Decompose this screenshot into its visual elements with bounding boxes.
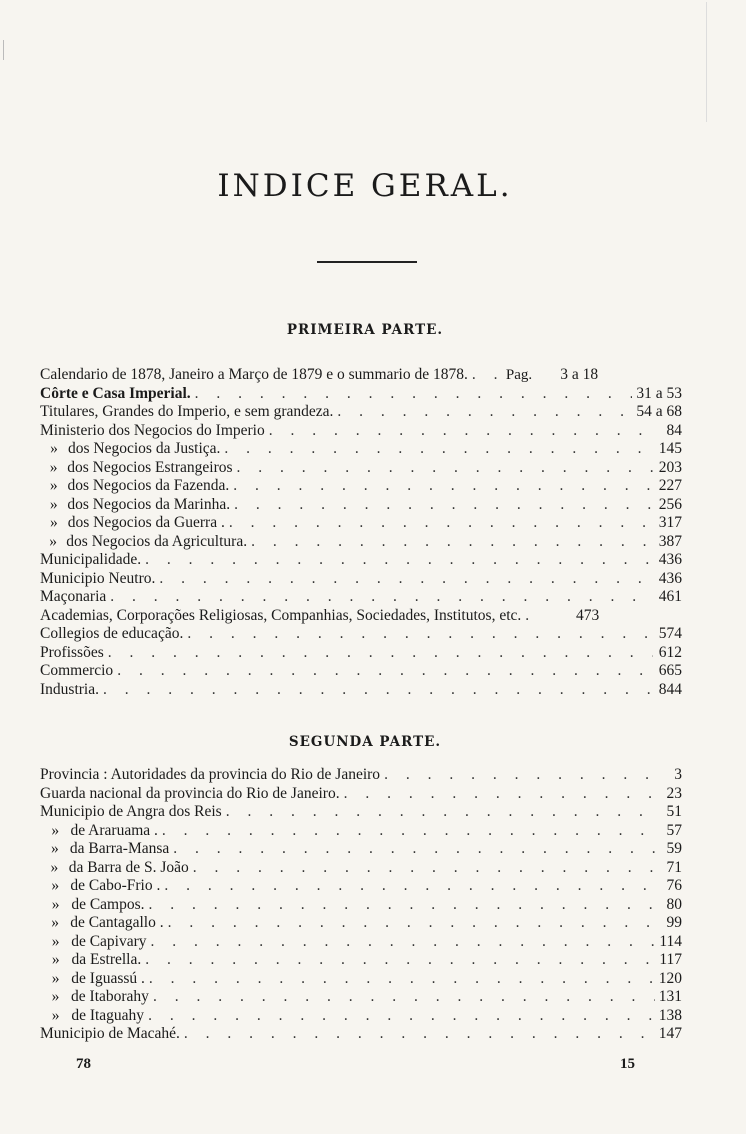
toc-row bbox=[40, 422, 682, 441]
toc-entry-page: 138 bbox=[658, 1006, 682, 1024]
toc-entry-label: de Capivary bbox=[71, 932, 147, 950]
toc-entry-label: dos Negocios da Agricultura. bbox=[66, 532, 248, 550]
ditto-mark: » bbox=[51, 1006, 60, 1024]
toc-entry-label: Calendario de 1878, Janeiro a Março de 1879 e o summario de 1878. bbox=[40, 366, 468, 383]
toc-row bbox=[40, 625, 682, 644]
ditto-mark: » bbox=[50, 858, 59, 876]
toc-entry-label: Titulares, Grandes do Imperio, e sem grandeza. bbox=[40, 403, 334, 420]
toc-row bbox=[40, 988, 682, 1007]
title-divider bbox=[317, 261, 417, 263]
toc-row bbox=[40, 533, 682, 552]
scan-artifact bbox=[706, 2, 707, 122]
toc-entry-label: Profissões bbox=[40, 643, 104, 661]
toc-row bbox=[40, 570, 682, 589]
toc-entry-page: 59 bbox=[666, 840, 682, 857]
toc-entry-label: Municipio de Angra dos Reis bbox=[40, 803, 222, 820]
toc-entry-page: 461 bbox=[658, 588, 682, 605]
toc-row bbox=[40, 933, 682, 952]
toc-entry-label: de Araruama . bbox=[70, 821, 158, 839]
ditto-mark: » bbox=[51, 914, 59, 931]
toc-entry-page: 76 bbox=[666, 877, 682, 894]
leader-dots bbox=[148, 1007, 655, 1026]
page-number: 15 bbox=[620, 1056, 635, 1072]
toc-entry-label: Commercio bbox=[40, 662, 114, 679]
leader-dots bbox=[117, 662, 653, 681]
leader-dots bbox=[251, 533, 655, 552]
leader-dots bbox=[108, 644, 653, 663]
leader-dots bbox=[193, 859, 657, 878]
ditto-mark: » bbox=[51, 988, 60, 1005]
toc-entry-page: 99 bbox=[666, 914, 682, 931]
toc-row bbox=[40, 1025, 682, 1044]
toc-row bbox=[40, 970, 682, 989]
toc-row bbox=[40, 440, 682, 459]
toc-entry-label: da Barra de S. João bbox=[68, 858, 189, 876]
ditto-mark: » bbox=[49, 495, 58, 513]
leader-dots bbox=[384, 766, 665, 785]
toc-entry-label: de Itaguahy bbox=[71, 1006, 145, 1024]
leader-dots bbox=[234, 496, 655, 515]
ditto-mark: » bbox=[51, 821, 60, 839]
leader-dots bbox=[187, 625, 654, 644]
toc-row bbox=[40, 681, 682, 700]
leader-dots bbox=[153, 988, 655, 1007]
toc-entry-label: de Campos. bbox=[71, 895, 145, 913]
leader-dots bbox=[162, 822, 656, 841]
leader-dots bbox=[525, 607, 539, 626]
leader-dots bbox=[226, 803, 659, 822]
toc-row bbox=[40, 551, 682, 570]
leader-dots bbox=[344, 785, 663, 804]
toc-row bbox=[40, 366, 682, 385]
toc-entry-label: Industria. bbox=[40, 680, 99, 698]
toc-entry-label: Academias, Corporações Religiosas, Companhias, Sociedades, Institutos, etc. bbox=[40, 606, 522, 624]
toc-row bbox=[40, 840, 682, 859]
leader-dots bbox=[145, 951, 655, 970]
toc-entry-label: dos Negocios Estrangeiros bbox=[67, 458, 233, 476]
ditto-mark: » bbox=[49, 477, 58, 494]
toc-entry-label: Côrte e Casa Imperial. bbox=[40, 384, 191, 402]
toc-entry-label: de Cantagallo . bbox=[70, 914, 164, 931]
toc-segunda-parte bbox=[40, 766, 682, 1044]
leader-dots bbox=[164, 877, 655, 896]
toc-entry-label: da Estrella. bbox=[71, 951, 142, 968]
ditto-mark: » bbox=[51, 877, 60, 894]
toc-entry-label: de Itaborahy bbox=[71, 988, 149, 1005]
scan-artifact bbox=[3, 40, 4, 60]
leader-dots bbox=[472, 366, 502, 385]
toc-entry-page: 145 bbox=[658, 440, 682, 457]
toc-entry-page: 57 bbox=[666, 821, 683, 839]
toc-entry-label: de Cabo-Frio . bbox=[70, 877, 161, 894]
ditto-mark: » bbox=[49, 514, 58, 531]
leader-dots bbox=[110, 588, 653, 607]
leader-dots bbox=[229, 514, 655, 533]
toc-row bbox=[40, 859, 682, 878]
toc-entry-page: 131 bbox=[658, 988, 682, 1005]
toc-row bbox=[40, 607, 682, 626]
toc-entry-page: 54 a 68 bbox=[636, 403, 682, 420]
toc-entry-page: 31 a 53 bbox=[636, 384, 682, 402]
toc-entry-page: 117 bbox=[659, 951, 682, 968]
toc-row bbox=[40, 662, 682, 681]
toc-entry-page: 84 bbox=[666, 421, 682, 439]
toc-entry-page: 256 bbox=[658, 495, 682, 513]
toc-row bbox=[40, 914, 682, 933]
toc-entry-page: 387 bbox=[658, 532, 682, 550]
toc-entry-label: Municipio Neutro. bbox=[40, 569, 156, 587]
toc-row bbox=[40, 496, 682, 515]
ditto-mark: » bbox=[51, 895, 60, 913]
toc-entry-page: 120 bbox=[658, 969, 682, 987]
toc-row bbox=[40, 514, 682, 533]
leader-dots bbox=[151, 933, 655, 952]
leader-dots bbox=[237, 459, 655, 478]
toc-entry-page: 612 bbox=[658, 643, 682, 661]
toc-entry-page: 3 a 18 bbox=[560, 366, 599, 383]
toc-entry-page: 51 bbox=[666, 803, 682, 820]
ditto-mark: » bbox=[50, 440, 58, 457]
toc-entry-page: 80 bbox=[666, 895, 682, 913]
leader-dots bbox=[337, 403, 632, 422]
toc-entry-label: Guarda nacional da provincia do Rio de Janeiro. bbox=[40, 784, 340, 802]
toc-row bbox=[40, 1007, 682, 1026]
ditto-mark: » bbox=[51, 969, 60, 987]
toc-entry-label: de Iguassú . bbox=[71, 969, 145, 987]
leader-dots bbox=[159, 570, 654, 589]
part-heading-segunda: SEGUNDA PARTE. bbox=[288, 734, 442, 750]
toc-entry-page: 227 bbox=[658, 477, 682, 494]
ditto-mark: » bbox=[51, 932, 60, 950]
toc-row bbox=[40, 477, 682, 496]
leader-dots bbox=[149, 970, 655, 989]
leader-dots bbox=[269, 422, 660, 441]
toc-entry-page: 436 bbox=[658, 569, 682, 587]
toc-entry-page: 665 bbox=[658, 662, 682, 679]
toc-entry-label: Municipalidade. bbox=[40, 551, 142, 568]
toc-row bbox=[40, 644, 682, 663]
toc-entry-label: dos Negocios da Fazenda. bbox=[67, 477, 230, 494]
leader-dots bbox=[195, 385, 633, 404]
pag-label: Pag. bbox=[505, 367, 533, 383]
toc-row bbox=[40, 766, 682, 785]
part-heading-primeira: PRIMEIRA PARTE. bbox=[286, 322, 444, 338]
toc-row bbox=[40, 822, 682, 841]
toc-entry-label: Ministerio dos Negocios do Imperio bbox=[40, 421, 265, 439]
leader-dots bbox=[173, 840, 656, 859]
toc-entry-page: 23 bbox=[666, 784, 682, 802]
toc-row bbox=[40, 785, 682, 804]
ditto-mark: » bbox=[51, 951, 60, 968]
leader-dots bbox=[224, 440, 654, 459]
leader-dots bbox=[103, 681, 653, 700]
toc-entry-label: Collegios de educação. bbox=[40, 625, 184, 642]
ditto-mark: » bbox=[51, 840, 59, 857]
toc-row bbox=[40, 385, 682, 404]
toc-entry-label: da Barra-Mansa bbox=[69, 840, 170, 857]
toc-entry-page: 574 bbox=[658, 625, 682, 642]
toc-row bbox=[40, 877, 682, 896]
toc-primeira-parte bbox=[40, 366, 682, 699]
toc-entry-page: 317 bbox=[658, 514, 682, 531]
toc-row bbox=[40, 459, 682, 478]
ditto-mark: » bbox=[49, 532, 58, 550]
toc-entry-page: 436 bbox=[658, 551, 682, 568]
toc-row bbox=[40, 803, 682, 822]
toc-row bbox=[40, 588, 682, 607]
leader-dots bbox=[149, 896, 655, 915]
leader-dots bbox=[168, 914, 656, 933]
toc-entry-label: dos Negocios da Justiça. bbox=[68, 440, 221, 457]
leader-dots bbox=[233, 477, 654, 496]
toc-entry-page: 203 bbox=[658, 458, 682, 476]
toc-entry-label: dos Negocios da Marinha. bbox=[67, 495, 231, 513]
toc-entry-page: 147 bbox=[658, 1025, 682, 1042]
toc-entry-label: dos Negocios da Guerra . bbox=[67, 514, 225, 531]
toc-row bbox=[40, 951, 682, 970]
toc-entry-label: Municipio de Macahé. bbox=[40, 1025, 180, 1042]
page-title: INDICE GERAL. bbox=[217, 168, 513, 204]
toc-entry-page: 71 bbox=[666, 858, 682, 876]
toc-entry-page: 3 bbox=[674, 766, 682, 783]
leader-dots bbox=[145, 551, 655, 570]
toc-entry-page: 114 bbox=[659, 932, 682, 950]
leader-dots bbox=[184, 1025, 655, 1044]
toc-entry-page: 844 bbox=[658, 680, 682, 698]
toc-row bbox=[40, 896, 682, 915]
toc-entry-page: 473 bbox=[576, 606, 600, 624]
toc-entry-label: Maçonaria bbox=[40, 588, 107, 605]
ditto-mark: » bbox=[49, 458, 58, 476]
toc-entry-label: Provincia : Autoridades da provincia do Rio de Janeiro bbox=[40, 766, 381, 783]
toc-row bbox=[40, 403, 682, 422]
footer-signature-mark: 78 bbox=[76, 1056, 91, 1072]
